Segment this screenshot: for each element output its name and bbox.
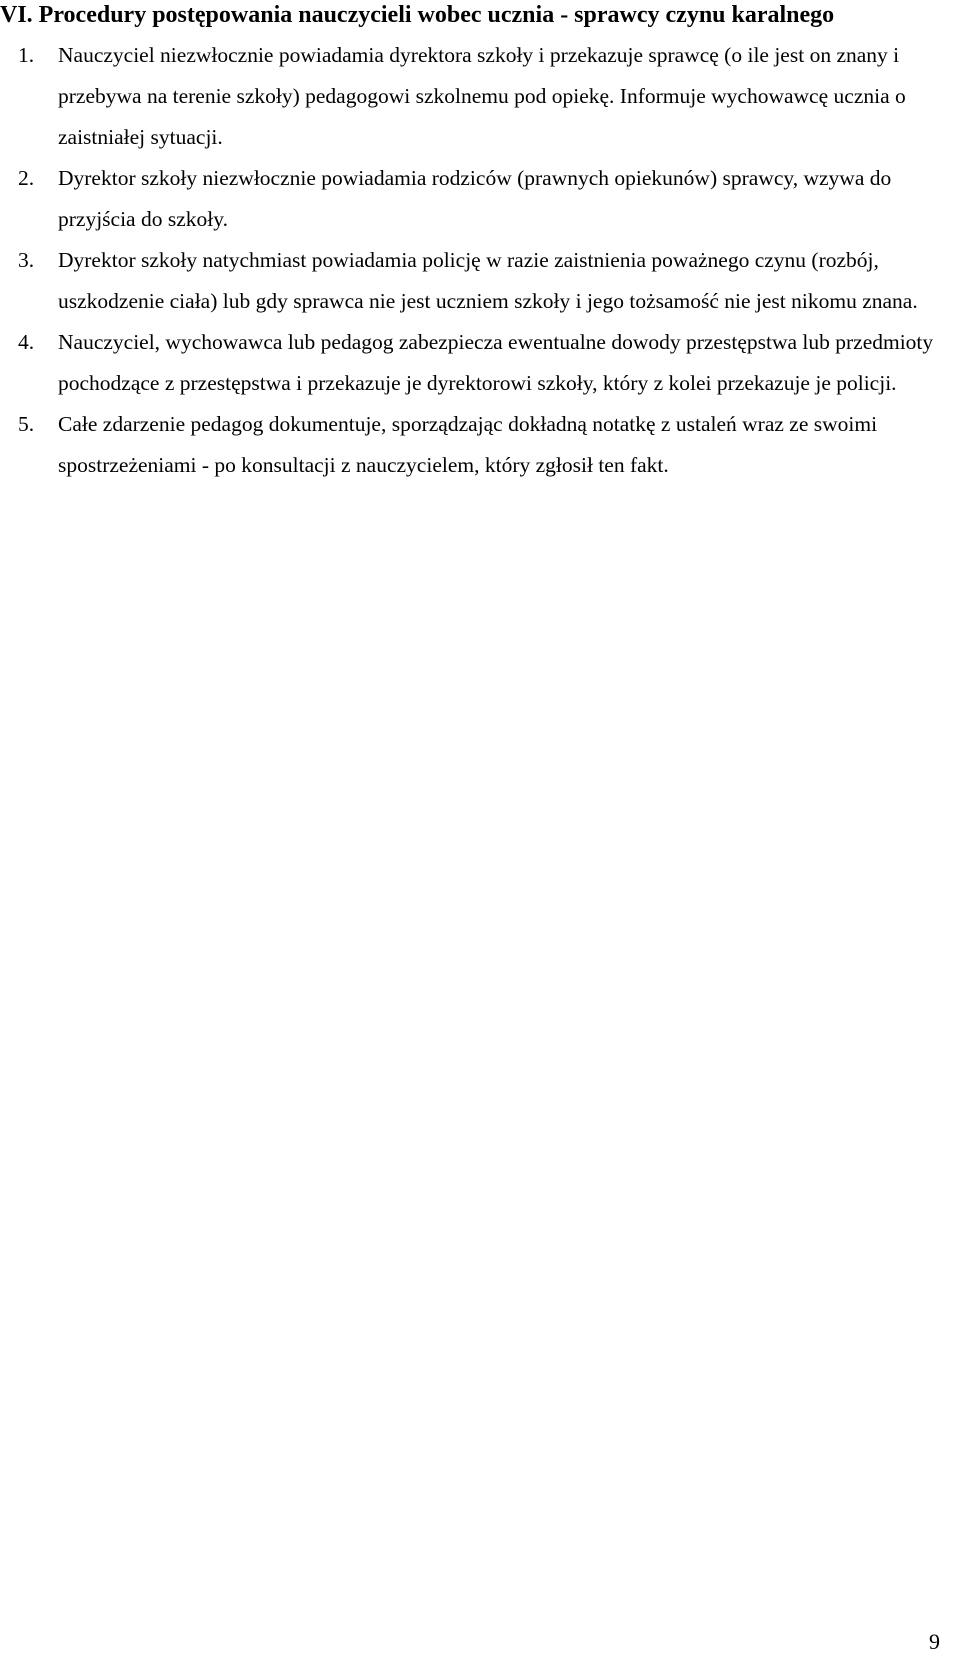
section-heading: VI. Procedury postępowania nauczycieli wobec ucznia - sprawcy czynu karalnego (0, 2, 835, 28)
item-text: Dyrektor szkoły natychmiast powiadamia policję w razie zaistnienia poważnego czynu (rozbój, uszkodzenie ciała) lub gdy sprawca nie jest uczniem szkoły i jego tożsamość nie jest nikomu znana. (58, 248, 918, 313)
procedure-list (18, 35, 948, 486)
list-item (18, 158, 948, 240)
list-item (18, 240, 948, 322)
list-item (18, 404, 948, 486)
item-number: 5. (18, 412, 35, 436)
item-number: 4. (18, 330, 35, 354)
item-number: 3. (18, 248, 35, 272)
list-item (18, 322, 948, 404)
item-text: Dyrektor szkoły niezwłocznie powiadamia rodziców (prawnych opiekunów) sprawcy, wzywa do przyjścia do szkoły. (58, 166, 892, 231)
item-number: 2. (18, 166, 35, 190)
page-number: 9 (929, 1629, 940, 1654)
item-text: Nauczyciel niezwłocznie powiadamia dyrektora szkoły i przekazuje sprawcę (o ile jest on znany i przebywa na terenie szkoły) pedagogowi szkolnemu pod opiekę. Informuje wychowawcę ucznia o zaistniałej sytuacji. (58, 43, 906, 149)
item-text: Całe zdarzenie pedagog dokumentuje, sporządzając dokładną notatkę z ustaleń wraz ze swoimi spostrzeżeniami - po konsultacji z nauczycielem, który zgłosił ten fakt. (58, 412, 878, 477)
list-item (18, 35, 948, 158)
item-number: 1. (18, 43, 35, 67)
item-text: Nauczyciel, wychowawca lub pedagog zabezpiecza ewentualne dowody przestępstwa lub przedmioty pochodzące z przestępstwa i przekazuje je dyrektorowi szkoły, który z kolei przekazuje je policji. (58, 330, 934, 395)
